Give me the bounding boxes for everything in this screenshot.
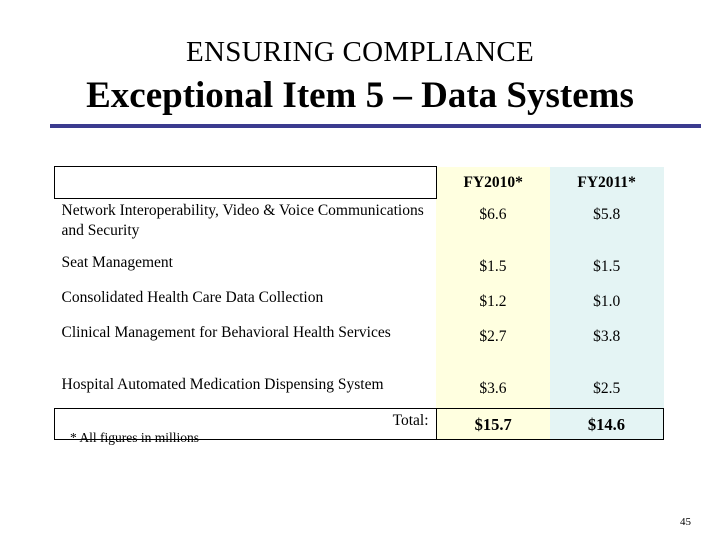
header-fy2011: FY2011* (550, 167, 664, 199)
header-blank-cell (55, 167, 437, 199)
row-fy2011-value: $1.5 (550, 251, 664, 286)
footnote: * All figures in millions (70, 430, 200, 445)
table-row (55, 286, 664, 321)
row-fy2010-value: $1.2 (436, 286, 550, 321)
table-row (55, 373, 664, 409)
title-divider (50, 124, 701, 128)
row-fy2011-value: $5.8 (550, 199, 664, 251)
header-fy2010: FY2010* (436, 167, 550, 199)
page-number: 45 (680, 516, 691, 528)
slide-heading: ENSURING COMPLIANCE (185, 36, 535, 68)
row-fy2011-value: $2.5 (550, 373, 664, 409)
row-label: Hospital Automated Medication Dispensing System (55, 373, 437, 409)
row-fy2010-value: $3.6 (436, 373, 550, 409)
row-fy2010-value: $2.7 (436, 321, 550, 373)
row-fy2010-value: $6.6 (436, 199, 550, 251)
table-row (55, 251, 664, 286)
row-label: Network Interoperability, Video & Voice Communications and Security (55, 199, 437, 251)
row-label: Consolidated Health Care Data Collection (55, 286, 437, 321)
table-row (55, 199, 664, 251)
row-label: Seat Management (55, 251, 437, 286)
table-header-row (55, 167, 664, 199)
total-fy2011-value: $14.6 (550, 408, 664, 439)
total-fy2010-value: $15.7 (436, 408, 550, 439)
total-label: Total: (55, 408, 437, 439)
budget-table (54, 166, 664, 440)
table-row (55, 321, 664, 373)
row-label: Clinical Management for Behavioral Health Services (55, 321, 437, 373)
row-fy2010-value: $1.5 (436, 251, 550, 286)
row-fy2011-value: $1.0 (550, 286, 664, 321)
slide-title: Exceptional Item 5 – Data Systems (86, 75, 634, 116)
row-fy2011-value: $3.8 (550, 321, 664, 373)
